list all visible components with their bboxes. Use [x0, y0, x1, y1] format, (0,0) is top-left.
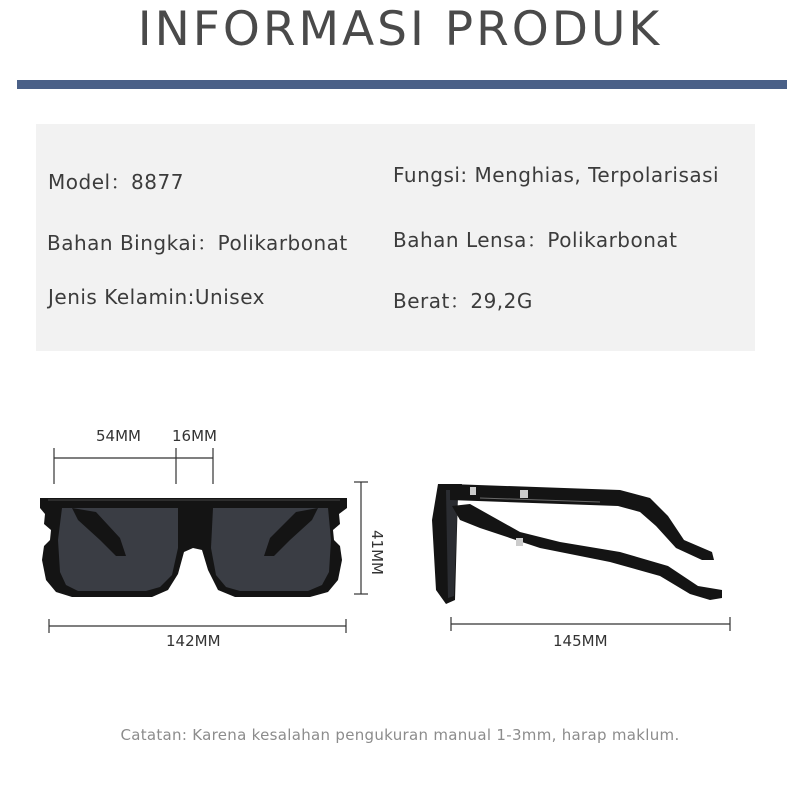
side-dimension-line [451, 617, 730, 631]
dimension-lens-width: 54MM [96, 427, 141, 445]
dimension-temple-length: 145MM [553, 632, 608, 650]
dimension-lens-height: 41MM [368, 530, 386, 575]
front-view-glasses [40, 498, 347, 597]
spec-weight: Berat：29,2G [393, 289, 533, 313]
spec-gender: Jenis Kelamin:Unisex [48, 285, 265, 309]
spec-model: Model：8877 [48, 170, 184, 194]
dimension-total-width: 142MM [166, 632, 221, 650]
measurement-note: Catatan: Karena kesalahan pengukuran manual 1-3mm, harap maklum. [120, 726, 680, 744]
spec-frame-material: Bahan Bingkai：Polikarbonat [47, 231, 348, 255]
spec-lens-material: Bahan Lensa：Polikarbonat [393, 228, 678, 252]
page-title: INFORMASI PRODUK [137, 2, 663, 57]
side-view-glasses [432, 484, 722, 604]
spec-function: Fungsi: Menghias, Terpolarisasi [393, 163, 720, 187]
dimension-bridge-width: 16MM [172, 427, 217, 445]
